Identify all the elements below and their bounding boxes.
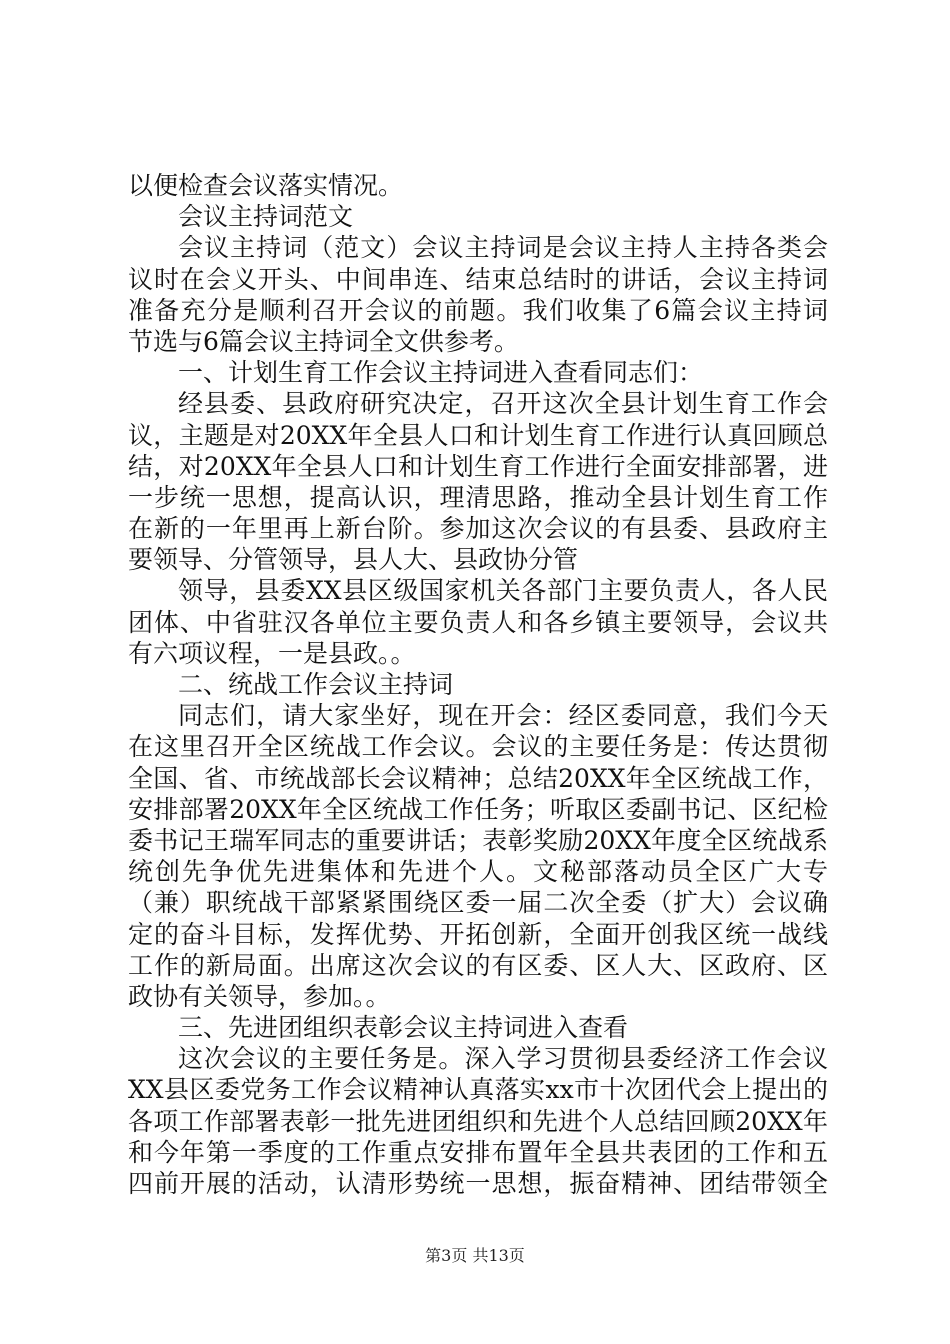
text-line: 团体、中省驻汉各单位主要负责人和各乡镇主要领导，会议共 [128,607,828,637]
text-line: 同志们，请大家坐好，现在开会：经区委同意，我们今天 [178,701,828,731]
text-line: 三、先进团组织表彰会议主持词进入查看 [178,1013,629,1043]
text-line: 结，对20XX年全县人口和计划生育工作进行全面安排部署，进 [128,451,828,481]
text-line: 安排部署20XX年全区统战工作任务；听取区委副书记、区纪检 [128,794,828,824]
text-line: 在这里召开全区统战工作会议。会议的主要任务是：传达贯彻 [128,732,828,762]
document-body [128,170,828,1199]
text-line: 二、统战工作会议主持词 [178,670,454,699]
text-line: XX县区委党务工作会议精神认真落实xx市十次团代会上提出的 [128,1075,828,1105]
page-footer: 第3页 共13页 [425,1246,525,1265]
text-line: 一、计划生育工作会议主持词进入查看同志们： [178,358,704,388]
text-line: 统创先争优先进集体和先进个人。文秘部落动员全区广大专 [128,857,828,887]
text-line: 工作的新局面。出席这次会议的有区委、区人大、区政府、区 [128,950,828,980]
text-line: 一步统一思想，提高认识，理清思路，推动全县计划生育工作 [128,482,828,512]
text-line: 会议主持词（范文）会议主持词是会议主持人主持各类会 [178,233,828,263]
text-line: 要领导、分管领导，县人大、县政协分管 [128,545,579,575]
text-line: 会议主持词范文 [178,202,354,232]
text-line: 四前开展的活动，认清形势统一思想，振奋精神、团结带领全 [128,1169,828,1198]
text-line: 在新的一年里再上新台阶。参加这次会议的有县委、县政府主 [128,514,828,544]
text-line: 议时在会义开头、中间串连、结束总结时的讲话，会议主持词 [128,264,828,294]
text-line: 经县委、县政府研究决定，召开这次全县计划生育工作会 [178,389,828,419]
text-line: 有六项议程，一是县政。。 [128,638,416,668]
text-line: 领导，县委XX县区级国家机关各部门主要负责人，各人民 [178,576,828,606]
text-line: 全国、省、市统战部长会议精神；总结20XX年全区统战工作， [128,763,828,793]
text-line: 准备充分是顺利召开会议的前题。我们收集了6篇会议主持词 [128,295,828,325]
text-line: 政协有关领导，参加。。 [128,981,391,1011]
text-line: 定的奋斗目标，发挥优势、开拓创新，全面开创我区统一战线 [128,919,828,949]
text-line: 节选与6篇会议主持词全文供参考。 [128,326,519,356]
text-line: 以便检查会议落实情况。 [128,171,404,200]
text-line: 各项工作部署表彰一批先进团组织和先进个人总结回顾20XX年 [128,1106,828,1136]
text-line: 议，主题是对20XX年全县人口和计划生育工作进行认真回顾总 [128,420,828,450]
text-line: 这次会议的主要任务是。深入学习贯彻县委经济工作会议 [178,1044,828,1074]
text-line: （兼）职统战干部紧紧围绕区委一届二次全委（扩大）会议确 [128,888,828,918]
text-line: 和今年第一季度的工作重点安排布置年全县共表团的工作和五 [128,1137,828,1167]
text-line: 委书记王瑞军同志的重要讲话；表彰奖励20XX年度全区统战系 [128,825,828,855]
